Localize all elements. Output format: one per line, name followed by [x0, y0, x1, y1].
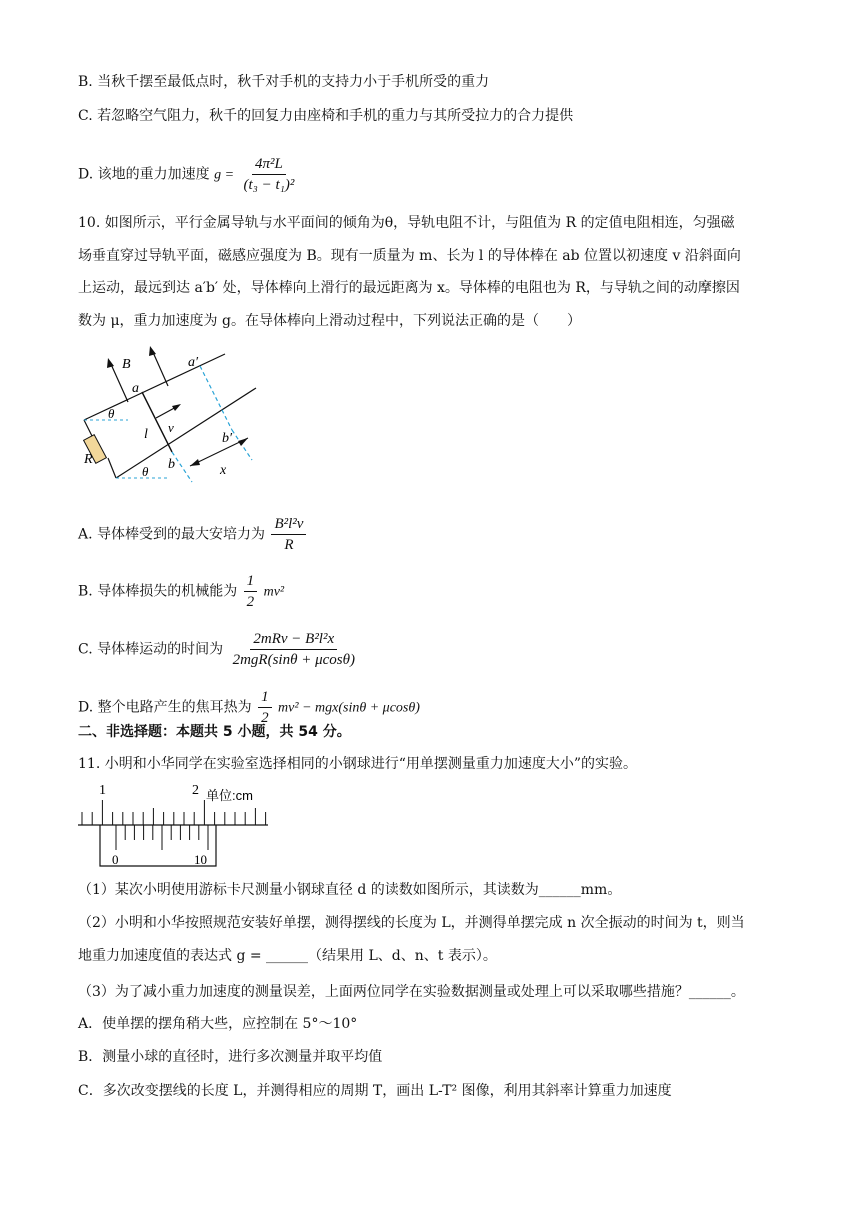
unit-label: 单位:cm [206, 788, 253, 803]
magnetic-field-arrowhead-2 [149, 346, 156, 356]
main-scale-label-1: 1 [99, 783, 106, 798]
vernier-scale [116, 825, 208, 850]
fraction-denominator: (t₃ − t₁)² [243, 177, 295, 193]
q10-option-b-fraction [244, 572, 258, 611]
dashed-extension-b [172, 452, 192, 482]
main-scale-label-2: 2 [192, 783, 199, 798]
label-b-prime: b′ [222, 431, 233, 446]
section-heading: 二、非选择题：本题共 5 小题，共 54 分。 [78, 724, 351, 740]
label-R: R [84, 452, 93, 467]
label-theta-upper: θ [108, 406, 115, 421]
q9-option-d [78, 155, 299, 194]
fraction-numerator: 4π²L [252, 155, 286, 175]
vernier-caliper-figure [78, 778, 278, 870]
q10-option-d-label: D. 整个电路产生的焦耳热为 [78, 699, 252, 716]
q10-option-b [78, 572, 284, 611]
q9-option-d-lhs: g = [214, 167, 235, 183]
q10-stem-line3: 上运动，最远到达 a′b′ 处，导体棒向上滑行的最远距离为 x。导体棒的电阻也为 R，与导轨之间的动摩擦因 [78, 280, 740, 296]
upper-rail [84, 354, 225, 420]
lower-rail [116, 388, 256, 478]
q10-option-a [78, 515, 308, 554]
magnetic-field-arrow-2 [152, 350, 168, 386]
distance-arrowhead-left [190, 459, 200, 466]
q10-stem-line2: 场垂直穿过导轨平面，磁感应强度为 B。现有一质量为 m、长为 l 的导体棒在 ab 位置以初速度 v 沿斜面向 [78, 248, 741, 264]
q10-option-c [78, 630, 360, 669]
fraction-denominator: R [284, 537, 294, 553]
q9-option-c: C. 若忽略空气阻力，秋千的回复力由座椅和手机的重力与其所受拉力的合力提供 [78, 108, 574, 124]
q9-option-d-fraction [241, 155, 298, 194]
q11-option-a: A．使单摆的摆角稍大些，应控制在 5°～10° [78, 1016, 358, 1032]
velocity-arrowhead [172, 404, 181, 411]
q10-option-a-label: A. 导体棒受到的最大安培力为 [78, 526, 266, 543]
q11-option-b: B．测量小球的直径时，进行多次测量并取平均值 [78, 1049, 383, 1065]
label-l: l [144, 427, 148, 442]
fraction-numerator: 1 [258, 688, 272, 708]
fraction-numerator: 2mRv − B²l²x [250, 630, 337, 650]
fraction-numerator: 1 [244, 572, 258, 592]
q11-option-c: C．多次改变摆线的长度 L，并测得相应的周期 T，画出 L-T² 图像，利用其斜率计算重力加速度 [78, 1083, 672, 1099]
q10-option-a-fraction [271, 515, 306, 554]
magnetic-field-arrowhead-1 [107, 358, 114, 368]
fraction-numerator: B²l²v [271, 515, 306, 535]
q10-stem-line1: 10. 如图所示，平行金属导轨与水平面间的倾角为θ，导轨电阻不计，与阻值为 R 的定值电阻相连，匀强磁 [78, 215, 735, 231]
label-b: b [168, 457, 175, 472]
resistor-wire-top [84, 420, 92, 436]
main-scale [82, 800, 266, 825]
label-a-prime: a′ [188, 355, 199, 370]
fraction-denominator: 2 [261, 710, 269, 726]
q10-option-c-label: C. 导体棒运动的时间为 [78, 641, 224, 658]
label-x: x [220, 463, 227, 478]
distance-arrowhead-right [238, 438, 248, 446]
q11-part1: （1）某次小明使用游标卡尺测量小钢球直径 d 的读数如图所示，其读数为______mm。 [78, 882, 622, 898]
q10-option-c-fraction [230, 630, 358, 669]
resistor-wire-bottom [108, 458, 116, 478]
vernier-label-0: 0 [112, 852, 119, 867]
q11-part2-line1: （2）小明和小华按照规范安装好单摆，测得摆线的长度为 L，并测得单摆完成 n 次全振动的时间为 t，则当 [78, 915, 745, 931]
label-v: v [168, 420, 174, 435]
q10-rail-figure [80, 340, 270, 490]
fraction-denominator: 2 [246, 594, 255, 610]
q10-stem-line4: 数为 μ，重力加速度为 g。在导体棒向上滑动过程中，下列说法正确的是（ ） [78, 313, 581, 329]
q9-option-d-label: D. 该地的重力加速度 [78, 166, 210, 183]
q10-option-d-tail: mv² − mgx(sinθ + μcosθ) [278, 700, 420, 716]
label-B: B [122, 357, 131, 372]
q9-option-b: B. 当秋千摆至最低点时，秋千对手机的支持力小于手机所受的重力 [78, 74, 490, 90]
fraction-denominator: 2mgR(sinθ + μcosθ) [232, 652, 355, 668]
vernier-label-10: 10 [194, 852, 207, 867]
q10-option-b-label: B. 导体棒损失的机械能为 [78, 583, 238, 600]
label-a: a [132, 381, 139, 396]
label-theta-lower: θ [142, 464, 149, 479]
q11-part3: （3）为了减小重力加速度的测量误差，上面两位同学在实验数据测量或处理上可以采取哪些措施？______。 [78, 984, 745, 1000]
q10-option-b-tail: mv² [263, 584, 285, 600]
dashed-extension-b-prime [232, 430, 252, 460]
q11-stem: 11. 小明和小华同学在实验室选择相同的小钢球进行“用单摆测量重力加速度大小”的实验。 [78, 756, 638, 772]
q11-part2-line2: 地重力加速度值的表达式 g = ______（结果用 L、d、n、t 表示）。 [78, 948, 497, 964]
